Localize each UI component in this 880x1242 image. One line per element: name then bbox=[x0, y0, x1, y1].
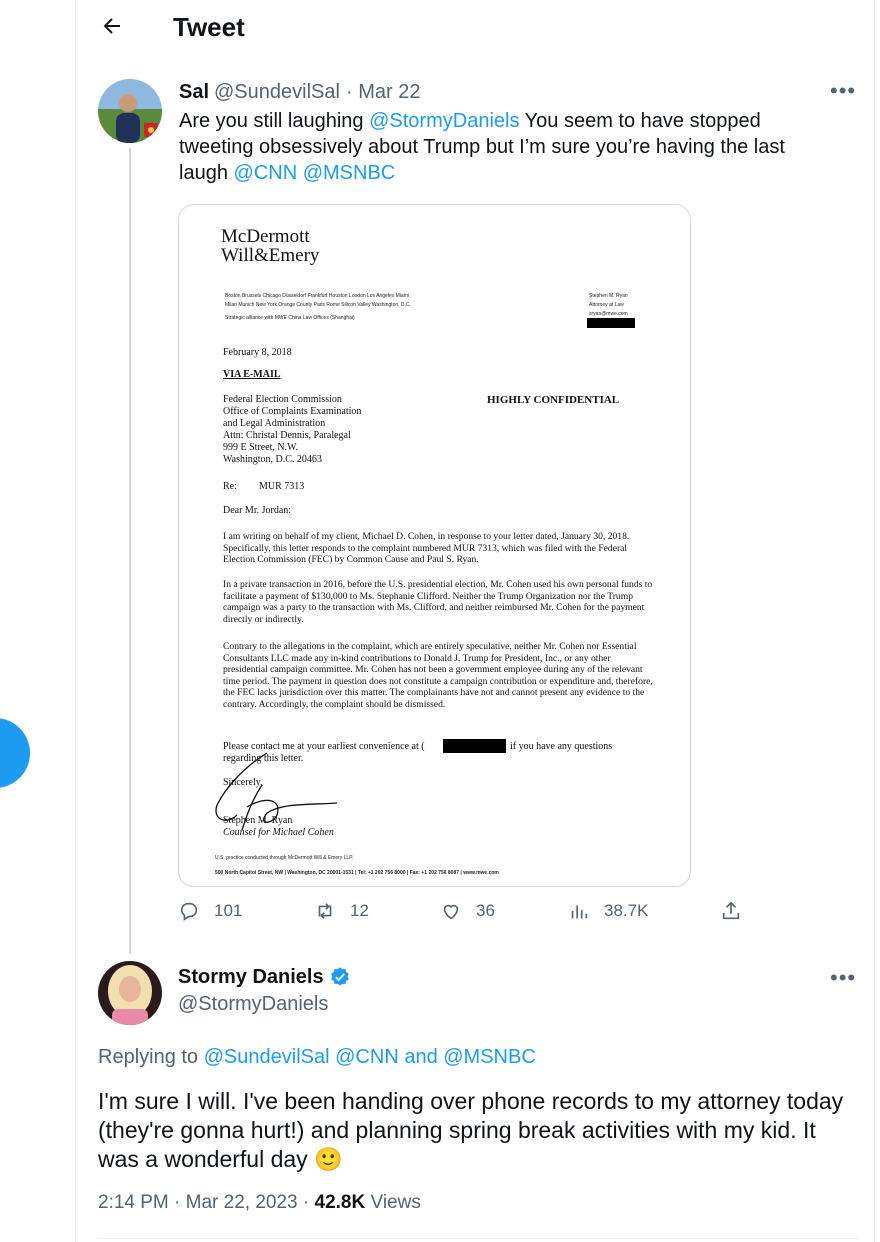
like-count: 36 bbox=[476, 901, 495, 920]
more-options-icon[interactable]: ••• bbox=[830, 965, 857, 990]
heart-icon bbox=[440, 900, 462, 922]
letter-footer: 500 North Capitol Street, NW | Washington, DC 20001-1531 | Tel: +1 202 756 8000 | Fax: +1 202 756 8087 | www.mwe.com bbox=[215, 870, 499, 876]
signer-name: Stephen M. Ryan bbox=[223, 815, 293, 826]
re-label: Re: bbox=[223, 481, 237, 492]
views-label: Views bbox=[370, 1192, 421, 1213]
address-line: Washington, D.C. 20463 bbox=[223, 454, 322, 465]
tweet-action-bar bbox=[178, 900, 758, 930]
page-title: Tweet bbox=[173, 12, 245, 42]
verified-badge-icon bbox=[329, 966, 351, 988]
letter-via: VIA E-MAIL bbox=[223, 369, 281, 380]
letter-paragraph: Contrary to the allegations in the complaint, which are entirely speculative, neither Mr. Cohen nor Essential Consultants LLC made any in-kind contributions to Donald J. Trump for President, Inc., or any other presidential campaign committee. Mr. Cohen has not been a government employee during any of the relevant time period. The payment in question does not constitute a campaign contribution or expenditure and, therefore, the FEC lacks jurisdiction over this matter. The complainants have not and cannot present any evidence to the contrary. Accordingly, the complaint should be dismissed. bbox=[223, 641, 653, 710]
address-line: and Legal Administration bbox=[223, 418, 326, 429]
letter-paragraph: I am writing on behalf of my client, Michael D. Cohen, in response to your letter dated, January 30, 2018. Specifically, this letter responds to the complaint numbered MUR 7313, which was filed with the Federal Election Commission (FEC) by Common Cause and Paul S. Ryan. bbox=[223, 531, 630, 566]
author-name[interactable]: Sal bbox=[179, 81, 210, 103]
view-count: 38.7K bbox=[604, 901, 649, 920]
address-line: Attn: Christal Dennis, Paralegal bbox=[223, 430, 351, 441]
column-border-left bbox=[75, 0, 76, 1242]
retweet-icon bbox=[314, 900, 336, 922]
contact-text: regarding this letter. bbox=[223, 753, 304, 764]
mention-link[interactable]: @StormyDaniels bbox=[369, 110, 520, 132]
address-line: Office of Complaints Examination bbox=[223, 406, 362, 417]
firm-logo-line1: McDermott bbox=[221, 226, 310, 247]
tweet-date[interactable]: · Mar 22 bbox=[346, 81, 421, 103]
author-name[interactable]: Stormy Daniels bbox=[178, 966, 324, 988]
views-button[interactable] bbox=[568, 900, 648, 922]
re-value: MUR 7313 bbox=[259, 481, 305, 492]
tweet-meta bbox=[98, 1192, 421, 1214]
reply-icon bbox=[178, 900, 200, 922]
replying-to: Replying to @SundevilSal @CNN and @MSNBC bbox=[98, 1046, 536, 1068]
divider bbox=[98, 1238, 858, 1239]
contact-text: Please contact me at your earliest convenience at ( bbox=[223, 741, 425, 752]
retweet-count: 12 bbox=[350, 901, 369, 920]
office-list: Milan Munich New York Orange County Paris Rome Silicon Valley Washington, D.C. bbox=[225, 302, 411, 308]
avatar-stormy-daniels[interactable] bbox=[98, 961, 162, 1025]
like-button[interactable] bbox=[440, 900, 495, 922]
salutation: Dear Mr. Jordan: bbox=[223, 505, 292, 516]
smile-emoji-icon: 🙂 bbox=[314, 1146, 343, 1172]
mention-link[interactable]: @CNN bbox=[335, 1046, 399, 1068]
mention-link[interactable]: @MSNBC bbox=[443, 1046, 536, 1068]
share-icon bbox=[720, 900, 742, 922]
tweet-full-date[interactable]: · Mar 22, 2023 · bbox=[174, 1192, 310, 1213]
views-count: 42.8K bbox=[314, 1192, 366, 1213]
author-handle[interactable]: @SundevilSal bbox=[214, 81, 340, 103]
office-list: Boston Brussels Chicago Düsseldorf Frankfurt Houston London Los Angeles Miami bbox=[225, 293, 409, 299]
address-line: 999 E Street, N.W. bbox=[223, 442, 299, 453]
share-button[interactable] bbox=[720, 900, 756, 922]
letter-paragraph: In a private transaction in 2016, before the U.S. presidential election, Mr. Cohen used his own personal funds to facilitate a payment of $130,000 to Ms. Stephanie Clifford. Neither the Trump Organization nor the Trump campaign was a party to the transaction with Ms. Clifford, and neither reimbursed Mr. Cohen for the payment directly or indirectly. bbox=[223, 579, 653, 625]
address-line: Federal Election Commission bbox=[223, 394, 342, 405]
sender-title: Attorney at Law bbox=[589, 302, 624, 308]
letter-date: February 8, 2018 bbox=[223, 347, 292, 358]
sender-email: sryan@mwe.com bbox=[589, 311, 628, 317]
reply-count: 101 bbox=[214, 901, 243, 920]
tweet-text: Are you still laughing @StormyDaniels You seem to have stopped tweeting obsessively about Trump but I’m sure you’re having the last laugh @CNN @MSNBC bbox=[179, 110, 785, 184]
retweet-button[interactable] bbox=[314, 900, 369, 922]
tweet-time[interactable]: 2:14 PM bbox=[98, 1192, 169, 1213]
analytics-icon bbox=[568, 900, 590, 922]
firm-logo-line2: Will&Emery bbox=[221, 245, 320, 266]
tweet-text: I'm sure I will. I've been handing over phone records to my attorney today (they're gonna hurt!) and planning spring break activities with my kid. It was a wonderful day 🙂 bbox=[98, 1088, 844, 1172]
sender-name: Stephen M. Ryan bbox=[589, 293, 628, 299]
closing: Sincerely, bbox=[223, 777, 263, 788]
author-handle[interactable]: @StormyDaniels bbox=[178, 993, 329, 1015]
redaction bbox=[587, 318, 635, 328]
reply-button[interactable] bbox=[178, 900, 242, 922]
avatar-sal[interactable] bbox=[98, 79, 162, 143]
thread-line bbox=[129, 148, 131, 954]
confidential-label: HIGHLY CONFIDENTIAL bbox=[487, 394, 620, 406]
redaction bbox=[443, 739, 506, 753]
mention-link[interactable]: @MSNBC bbox=[302, 162, 396, 184]
arrow-left-icon[interactable] bbox=[100, 14, 124, 38]
signer-title: Counsel for Michael Cohen bbox=[223, 827, 334, 838]
mention-link[interactable]: @CNN bbox=[233, 162, 298, 184]
floating-compose-button[interactable] bbox=[0, 718, 30, 788]
letter-footer: U.S. practice conducted through McDermott Will & Emery LLP. bbox=[215, 855, 354, 861]
more-options-icon[interactable]: ••• bbox=[830, 78, 857, 103]
column-border-right bbox=[874, 0, 875, 1242]
office-list: Strategic alliance with MWE China Law Offices (Shanghai) bbox=[225, 315, 355, 321]
mention-link[interactable]: @SundevilSal bbox=[203, 1046, 330, 1068]
tweet-image-letter[interactable] bbox=[178, 204, 691, 887]
contact-text: if you have any questions bbox=[510, 741, 613, 752]
